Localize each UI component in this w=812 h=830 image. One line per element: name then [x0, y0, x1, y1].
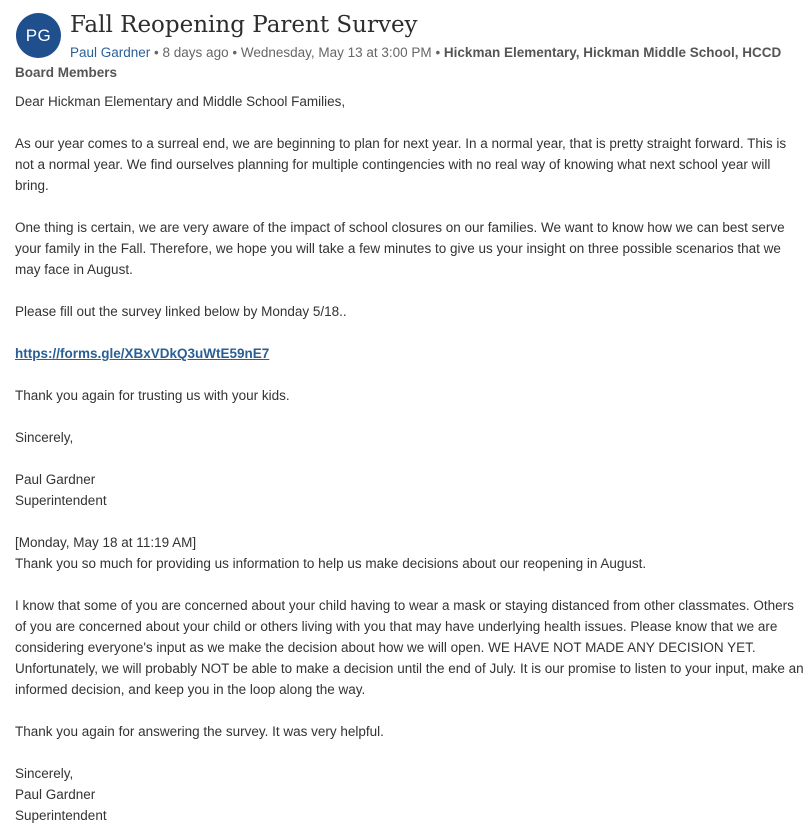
signature-name: Paul Gardner [15, 787, 96, 802]
body-paragraph: As our year comes to a surreal end, we are beginning to plan for next year. In a normal year, that is pretty straight forward. This is not a normal year. We find ourselves planning for multiple contingencies with no real way of knowing what next school year will bring. [15, 136, 787, 193]
survey-link[interactable]: https://forms.gle/XBxVDkQ3uWtE59nE7 [15, 346, 270, 361]
signature-name: Paul Gardner [15, 472, 96, 487]
thanks-line: Thank you again for trusting us with your kids. [15, 388, 290, 403]
closing: Sincerely, [15, 766, 74, 781]
signature-title: Superintendent [15, 493, 107, 508]
signature-title: Superintendent [15, 808, 107, 823]
survey-deadline: Please fill out the survey linked below by Monday 5/18.. [15, 304, 347, 319]
update-paragraph: I know that some of you are concerned about your child having to wear a mask or staying distanced from other classmates. Others of you are concerned about your child or others living with you that may have underlying health issues. Please know that we are considering everyone's input as we make the decision about how we will open. WE HAVE NOT MADE ANY DECISION YET. Unfortunately, we will probably NOT be able to make a decision until the end of July. It is our promise to listen to your input, make an informed decision, and keep you in the loop along the way. [15, 598, 804, 697]
meta-separator: • [228, 45, 241, 60]
author-avatar[interactable]: PG [16, 13, 61, 58]
post-meta [15, 43, 795, 83]
update-paragraph: Thank you so much for providing us information to help us make decisions about our reopening in August. [15, 556, 647, 571]
thanks-line: Thank you again for answering the survey. It was very helpful. [15, 724, 384, 739]
body-paragraph: One thing is certain, we are very aware of the impact of school closures on our families. We want to know how we can best serve your family in the Fall. Therefore, we hope you will take a few minutes to give us your insight on three possible scenarios that we may face in August. [15, 220, 785, 277]
post-body [15, 91, 805, 826]
meta-separator: • [150, 45, 163, 60]
author-link[interactable]: Paul Gardner [70, 45, 151, 60]
recipient-groups: Hickman Elementary, Hickman Middle School, HCCD Board Members [15, 45, 782, 80]
post-title: Fall Reopening Parent Survey [70, 12, 418, 38]
meta-separator: • [431, 45, 444, 60]
greeting: Dear Hickman Elementary and Middle School Families, [15, 94, 346, 109]
update-timestamp: [Monday, May 18 at 11:19 AM] [15, 535, 197, 550]
post-datetime: Wednesday, May 13 at 3:00 PM [240, 45, 432, 60]
relative-time: 8 days ago [162, 45, 229, 60]
closing: Sincerely, [15, 430, 74, 445]
survey-link-paragraph [15, 343, 805, 364]
